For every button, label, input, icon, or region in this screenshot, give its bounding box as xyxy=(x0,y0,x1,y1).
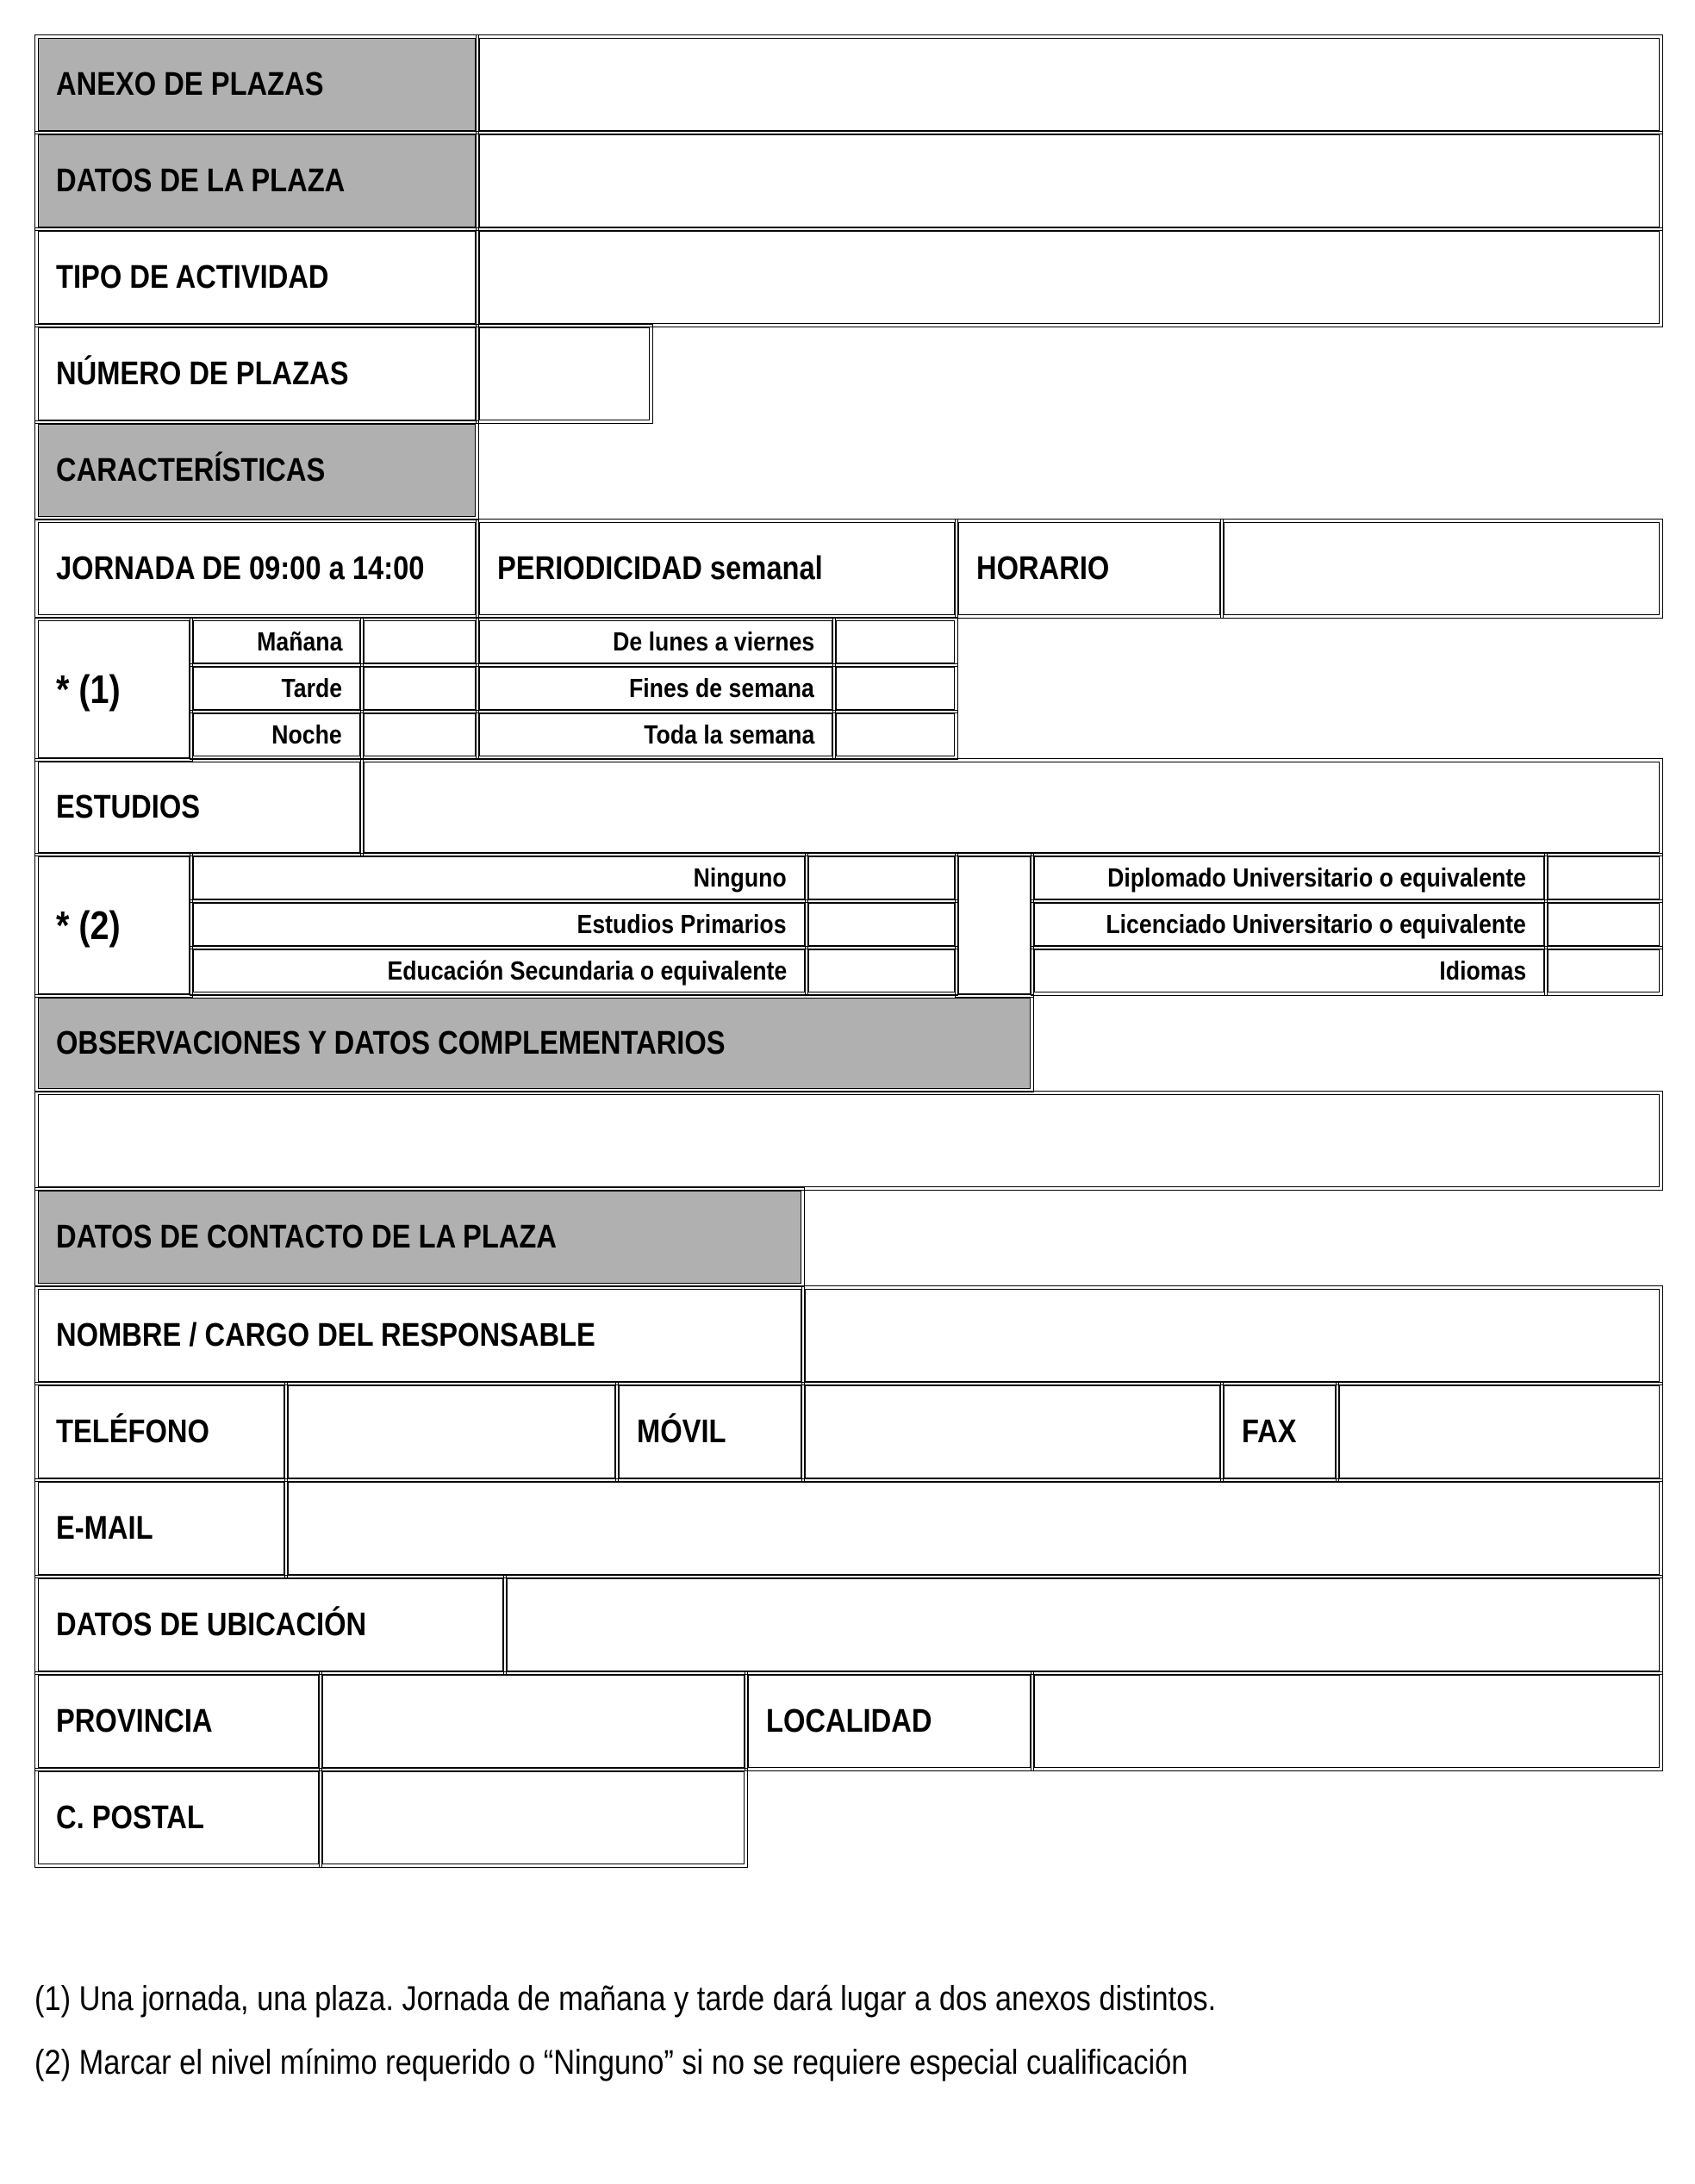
turno-manana-label: Mañana xyxy=(193,620,360,663)
datos-plaza-field[interactable] xyxy=(479,134,1660,227)
postal-label: C. POSTAL xyxy=(38,1771,319,1864)
turno-tarde-label: Tarde xyxy=(193,667,360,710)
fax-field[interactable] xyxy=(1339,1385,1660,1478)
estudios-spacer xyxy=(958,856,1031,994)
dias-fines-semana-label: Fines de semana xyxy=(479,667,832,710)
dias-toda-semana-label: Toda la semana xyxy=(479,713,832,756)
estudio-secundaria-checkbox[interactable] xyxy=(808,949,955,992)
estudio-licenciado-label: Licenciado Universitario o equivalente xyxy=(1034,903,1544,946)
datos-plaza-header: DATOS DE LA PLAZA xyxy=(38,134,476,227)
dias-lunes-viernes-checkbox[interactable] xyxy=(836,620,955,663)
jornada-label: JORNADA DE 09:00 a 14:00 xyxy=(38,522,476,615)
estudio-secundaria-label: Educación Secundaria o equivalente xyxy=(193,949,805,992)
responsable-field[interactable] xyxy=(805,1289,1660,1382)
telefono-label: TELÉFONO xyxy=(38,1385,284,1478)
horario-field[interactable] xyxy=(1224,522,1660,615)
dias-fines-semana-checkbox[interactable] xyxy=(836,667,955,710)
numero-plazas-label: NÚMERO DE PLAZAS xyxy=(38,327,476,420)
caracteristicas-header: CARACTERÍSTICAS xyxy=(38,424,476,517)
estudio-idiomas-label: Idiomas xyxy=(1034,949,1544,992)
marker-2: * (2) xyxy=(38,856,190,994)
ubicacion-label: DATOS DE UBICACIÓN xyxy=(38,1578,503,1671)
turno-tarde-checkbox[interactable] xyxy=(364,667,476,710)
estudio-idiomas-checkbox[interactable] xyxy=(1548,949,1660,992)
estudio-ninguno-checkbox[interactable] xyxy=(808,856,955,899)
marker-1: * (1) xyxy=(38,620,190,758)
telefono-field[interactable] xyxy=(288,1385,615,1478)
contacto-header: DATOS DE CONTACTO DE LA PLAZA xyxy=(38,1191,801,1284)
localidad-field[interactable] xyxy=(1034,1675,1660,1768)
turno-noche-checkbox[interactable] xyxy=(364,713,476,756)
turno-noche-label: Noche xyxy=(193,713,360,756)
turno-manana-checkbox[interactable] xyxy=(364,620,476,663)
estudios-label: ESTUDIOS xyxy=(38,762,360,853)
tipo-actividad-field[interactable] xyxy=(479,231,1660,324)
email-field[interactable] xyxy=(288,1482,1660,1575)
horario-label: HORARIO xyxy=(958,522,1220,615)
estudio-diplomado-label: Diplomado Universitario o equivalente xyxy=(1034,856,1544,899)
tipo-actividad-label: TIPO DE ACTIVIDAD xyxy=(38,231,476,324)
estudio-licenciado-checkbox[interactable] xyxy=(1548,903,1660,946)
estudio-primarios-label: Estudios Primarios xyxy=(193,903,805,946)
fax-label: FAX xyxy=(1224,1385,1336,1478)
footnote-2: (2) Marcar el nivel mínimo requerido o “Ninguno” si no se requiere especial cualificación xyxy=(34,2044,1188,2081)
observaciones-header: OBSERVACIONES Y DATOS COMPLEMENTARIOS xyxy=(38,998,1031,1089)
estudio-diplomado-checkbox[interactable] xyxy=(1548,856,1660,899)
estudio-ninguno-label: Ninguno xyxy=(193,856,805,899)
movil-field[interactable] xyxy=(805,1385,1220,1478)
estudio-primarios-checkbox[interactable] xyxy=(808,903,955,946)
provincia-label: PROVINCIA xyxy=(38,1675,319,1768)
observaciones-field[interactable] xyxy=(38,1094,1660,1187)
estudios-field[interactable] xyxy=(364,762,1660,853)
postal-field[interactable] xyxy=(322,1771,745,1864)
footnote-1: (1) Una jornada, una plaza. Jornada de mañana y tarde dará lugar a dos anexos distintos. xyxy=(34,1980,1217,2018)
numero-plazas-field[interactable] xyxy=(479,327,650,420)
dias-toda-semana-checkbox[interactable] xyxy=(836,713,955,756)
movil-label: MÓVIL xyxy=(619,1385,801,1478)
anexo-plazas-field[interactable] xyxy=(479,38,1660,131)
ubicacion-field[interactable] xyxy=(507,1578,1660,1671)
email-label: E-MAIL xyxy=(38,1482,284,1575)
periodicidad-label: PERIODICIDAD semanal xyxy=(479,522,955,615)
anexo-plazas-header: ANEXO DE PLAZAS xyxy=(38,38,476,131)
dias-lunes-viernes-label: De lunes a viernes xyxy=(479,620,832,663)
localidad-label: LOCALIDAD xyxy=(748,1675,1031,1768)
responsable-label: NOMBRE / CARGO DEL RESPONSABLE xyxy=(38,1289,801,1382)
provincia-field[interactable] xyxy=(322,1675,745,1768)
